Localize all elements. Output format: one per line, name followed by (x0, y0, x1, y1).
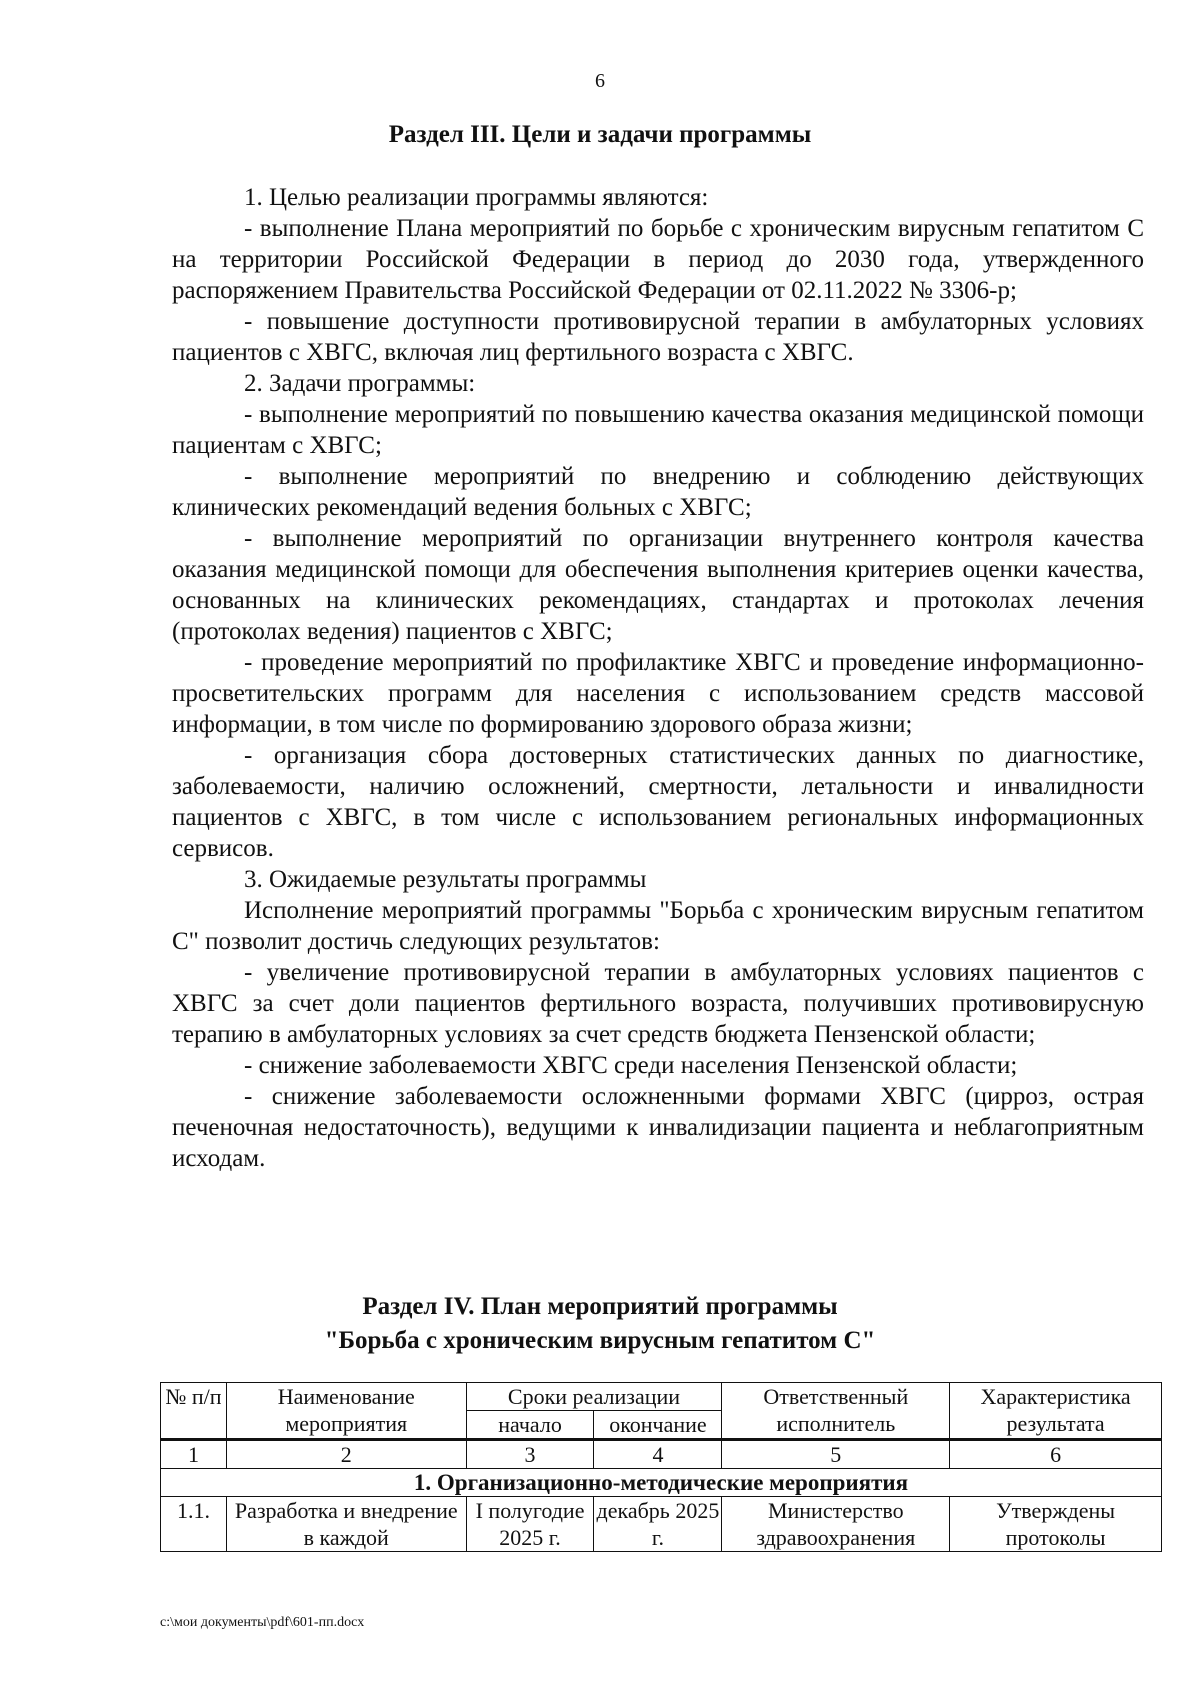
paragraph: 1. Целью реализации программы являются: (244, 184, 709, 211)
paragraph: - снижение заболеваемости осложненными формами ХВГС (цирроз, острая печеночная недостаточность), ведущими к инвалидизации пациента и неблагоприятным исходам. (172, 1083, 1144, 1172)
group-row (161, 1469, 1162, 1497)
paragraph: 2. Задачи программы: (244, 370, 476, 397)
group-title: 1. Организационно-методические мероприятия (161, 1469, 1162, 1497)
paragraph: 3. Ожидаемые результаты программы (244, 866, 647, 893)
row-responsible: Министерство здравоохранения (722, 1497, 950, 1552)
header-result: Характеристика результата (950, 1383, 1162, 1440)
table-header-row (161, 1383, 1162, 1411)
column-number: 5 (722, 1440, 950, 1469)
row-end: декабрь 2025 г. (594, 1497, 722, 1552)
header-end: окончание (594, 1411, 722, 1440)
header-start: начало (466, 1411, 594, 1440)
column-number-row (161, 1440, 1162, 1469)
plan-table (160, 1382, 1162, 1552)
row-start: I полугодие 2025 г. (466, 1497, 594, 1552)
column-number: 3 (466, 1440, 594, 1469)
table-row (161, 1497, 1162, 1552)
paragraph: - повышение доступности противовирусной терапии в амбулаторных условиях пациентов с ХВГС, включая лиц фертильного возраста с ХВГС. (172, 308, 1144, 366)
paragraph: - выполнение мероприятий по повышению качества оказания медицинской помощи пациентам с ХВГС; (172, 401, 1144, 459)
paragraph: - увеличение противовирусной терапии в амбулаторных условиях пациентов с ХВГС за счет доли пациентов фертильного возраста, получивших противовирусную терапию в амбулаторных условиях за счет средств бюджета Пензенской области; (172, 959, 1144, 1048)
header-num: № п/п (161, 1383, 227, 1440)
column-number: 1 (161, 1440, 227, 1469)
paragraph: - выполнение мероприятий по внедрению и соблюдению действующих клинических рекомендаций ведения больных с ХВГС; (172, 463, 1144, 521)
section-3-title: Раздел III. Цели и задачи программы (388, 121, 812, 148)
paragraph: - снижение заболеваемости ХВГС среди населения Пензенской области; (244, 1052, 1018, 1079)
section-4-title-line1: Раздел IV. План мероприятий программы (362, 1293, 838, 1320)
paragraph: - организация сбора достоверных статистических данных по диагностике, заболеваемости, наличию осложнений, смертности, летальности и инвалидности пациентов с ХВГС, в том числе с использованием региональных информационных сервисов. (172, 742, 1144, 862)
section-4-title (0, 1290, 1200, 1358)
paragraph: - выполнение мероприятий по организации внутреннего контроля качества оказания медицинской помощи для обеспечения выполнения критериев оценки качества, основанных на клинических рекомендациях, стандартах и протоколах лечения (протоколах ведения) пациентов с ХВГС; (172, 525, 1144, 645)
page-number: 6 (595, 70, 605, 92)
paragraph: - выполнение Плана мероприятий по борьбе с хроническим вирусным гепатитом С на территории Российской Федерации в период до 2030 года, утвержденного распоряжением Правительства Российской Федерации от 02.11.2022 № 3306-р; (172, 215, 1144, 304)
header-name: Наименование мероприятия (226, 1383, 466, 1440)
column-number: 6 (950, 1440, 1162, 1469)
row-name: Разработка и внедрение в каждой (226, 1497, 466, 1552)
section-3-body (172, 182, 1144, 1174)
file-path-footer: c:\мои документы\pdf\601-пп.docx (160, 1615, 365, 1630)
column-number: 2 (226, 1440, 466, 1469)
row-num: 1.1. (161, 1497, 227, 1552)
paragraph: Исполнение мероприятий программы "Борьба с хроническим вирусным гепатитом С" позволит достичь следующих результатов: (172, 897, 1144, 955)
section-4-title-line2: "Борьба с хроническим вирусным гепатитом С" (324, 1327, 876, 1354)
header-terms: Сроки реализации (466, 1383, 722, 1411)
column-number: 4 (594, 1440, 722, 1469)
paragraph: - проведение мероприятий по профилактике ХВГС и проведение информационно-просветительских программ для населения с использованием средств массовой информации, в том числе по формированию здорового образа жизни; (172, 649, 1144, 738)
header-responsible: Ответственный исполнитель (722, 1383, 950, 1440)
row-result: Утверждены протоколы (950, 1497, 1162, 1552)
